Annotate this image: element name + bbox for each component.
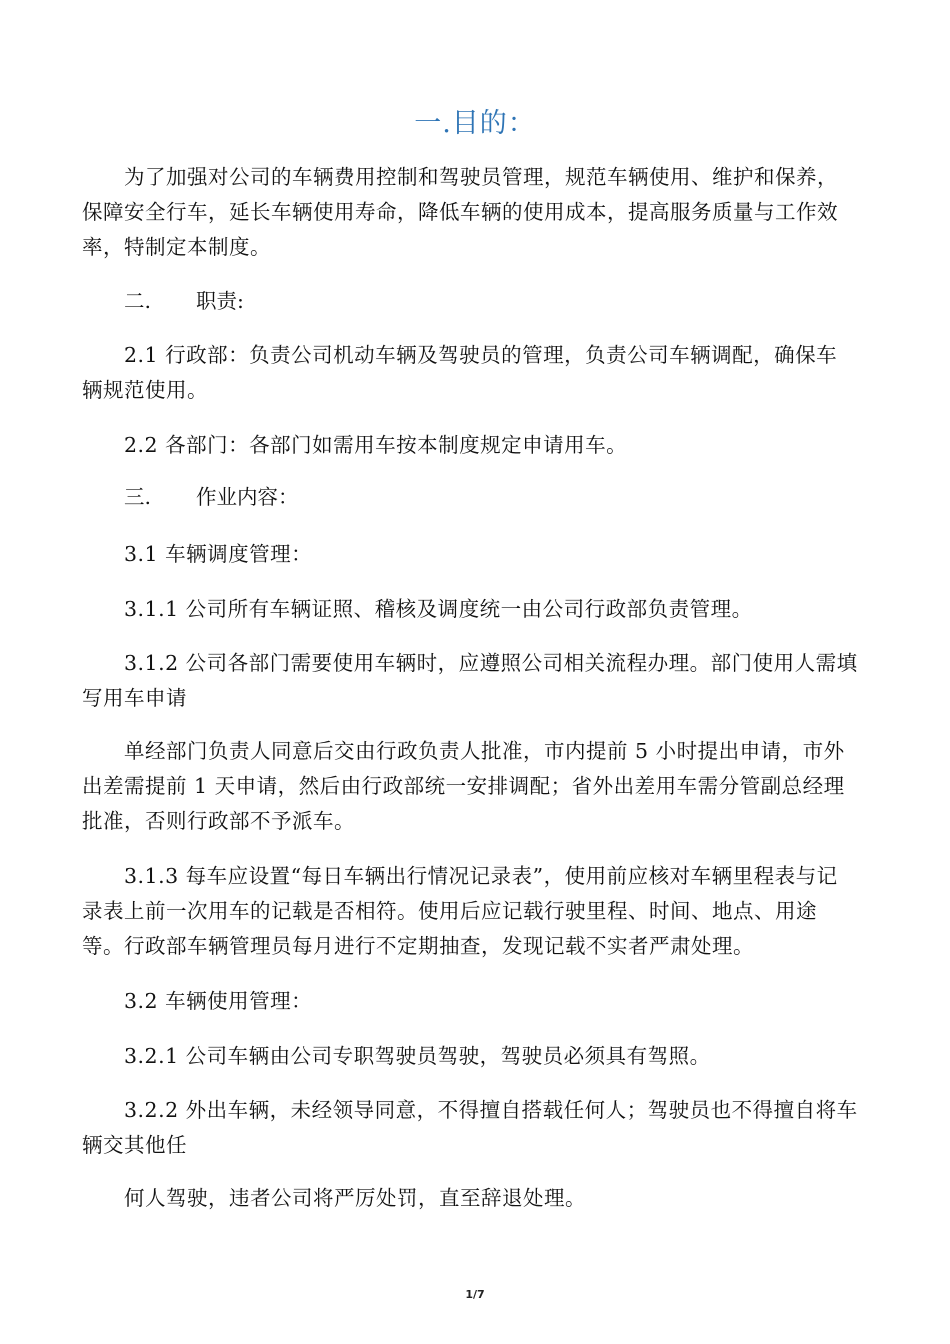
paragraph-2-2: 2.2 各部门：各部门如需用车按本制度规定申请用车。 [124,433,628,457]
section-heading-work-content [124,480,299,515]
section-heading-text: 职责: [196,289,244,313]
paragraph-purpose: 为了加强对公司的车辆费用控制和驾驶员管理，规范车辆使用、维护和保养，保障安全行车，延长车辆使用寿命，降低车辆的使用成本，提高服务质量与工作效率，特制定本制度。 [82,165,838,259]
section-title-purpose: 一.目的： [414,108,536,139]
paragraph-3-2: 3.2 车辆使用管理： [124,989,313,1013]
paragraph-3-2-1: 3.2.1 公司车辆由公司专职驾驶员驾驶，驾驶员必须具有驾照。 [124,1044,711,1068]
paragraph-3-1-3: 3.1.3 每车应设置“每日车辆出行情况记录表”，使用前应核对车辆里程表与记录表上前一次用车的记载是否相符。使用后应记载行驶里程、时间、地点、用途等。行政部车辆管理员每月进行不定期抽查，发现记载不实者严肃处理。 [82,864,838,958]
paragraph-3-1-1: 3.1.1 公司所有车辆证照、稽核及调度统一由公司行政部负责管理。 [124,597,753,621]
section-number: 二. [124,289,152,313]
section-heading-responsibilities [124,284,244,319]
paragraph-3-1-2: 3.1.2 公司各部门需要使用车辆时，应遵照公司相关流程办理。部门使用人需填写用车申请 [82,651,858,710]
page-number: 1/7 [465,1288,485,1301]
paragraph-3-2-2-continued: 何人驾驶，违者公司将严厉处罚，直至辞退处理。 [124,1186,586,1210]
paragraph-3-1-2-continued: 单经部门负责人同意后交由行政负责人批准，市内提前 5 小时提出申请，市外出差需提前 1 天申请，然后由行政部统一安排调配；省外出差用车需分管副总经理批准，否则行政部不予派车。 [82,739,845,833]
paragraph-3-2-2: 3.2.2 外出车辆，未经领导同意，不得擅自搭载任何人；驾驶员也不得擅自将车辆交其他任 [82,1098,858,1157]
section-heading-text: 作业内容： [196,485,299,509]
paragraph-3-1: 3.1 车辆调度管理： [124,542,313,566]
section-number: 三. [124,485,152,509]
paragraph-2-1: 2.1 行政部：负责公司机动车辆及驾驶员的管理，负责公司车辆调配，确保车辆规范使用。 [82,343,838,402]
